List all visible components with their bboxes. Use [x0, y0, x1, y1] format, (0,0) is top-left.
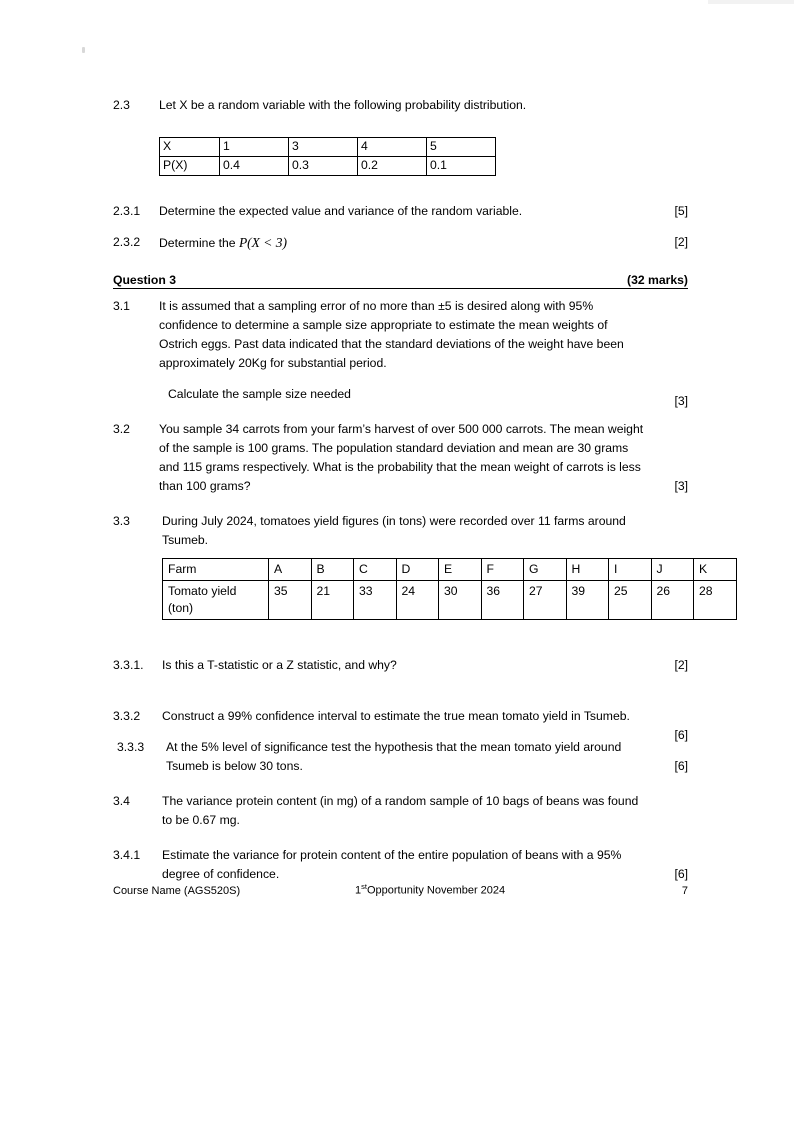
value-c: 33: [354, 581, 397, 620]
question-3-1: [113, 297, 688, 408]
cell-px-label: P(X): [160, 157, 220, 176]
probability-distribution-table: [159, 137, 688, 176]
question-text: Determine the: [159, 236, 239, 250]
value-j: 26: [651, 581, 694, 620]
question-text: The variance protein content (in mg) of a random sample of 10 bags of beans was found to be 0.67 mg.: [162, 794, 639, 827]
question-text: Estimate the variance for protein content of the entire population of beans with a 95% degree of confidence.: [162, 848, 622, 881]
question-number: 2.3.2: [113, 235, 141, 249]
value-h: 39: [566, 581, 609, 620]
table-row: [163, 559, 737, 581]
question-3-header: [113, 273, 688, 289]
footer-session-text: Opportunity November 2024: [366, 884, 506, 897]
marks-allocation: [6]: [674, 759, 688, 773]
page-content: [113, 96, 713, 886]
header-b: B: [311, 559, 354, 581]
question-number: 2.3: [113, 98, 130, 112]
question-text: Let X be a random variable with the following probability distribution.: [159, 98, 527, 112]
section-marks: (32 marks): [627, 273, 688, 287]
cell-x-4: 5: [427, 138, 496, 157]
footer-page-number: 7: [681, 884, 688, 897]
value-g: 27: [524, 581, 567, 620]
footer-ordinal-number: 1: [355, 884, 362, 897]
question-number: 2.3.1: [113, 204, 141, 218]
value-f: 36: [481, 581, 524, 620]
value-d: 24: [396, 581, 439, 620]
tomato-yield-table: [162, 558, 713, 620]
footer-course-name: Course Name (AGS520S): [113, 884, 241, 897]
cell-px-4: 0.1: [427, 157, 496, 176]
footer-ordinal-suffix: st: [361, 882, 367, 891]
question-text: You sample 34 carrots from your farm’s harvest of over 500 000 carrots. The mean weight of the sample is 100 grams. The population standard deviation and mean are 30 grams and 115 grams respectively. What is the probability that the mean weight of carrots is less than 100 grams?: [159, 422, 644, 493]
math-expression: P(X < 3): [238, 235, 288, 250]
question-3-3-2: [113, 707, 688, 742]
page-edge-artifact: [708, 0, 794, 4]
question-3-3-1: [113, 656, 688, 675]
value-a: 35: [269, 581, 312, 620]
question-number: 3.4.1: [113, 848, 141, 862]
marks-allocation: [6]: [674, 867, 688, 881]
question-3-3-3: [113, 738, 688, 776]
header-j: J: [651, 559, 694, 581]
question-subtext: Calculate the sample size needed: [168, 387, 351, 401]
cell-px-2: 0.3: [289, 157, 358, 176]
header-c: C: [354, 559, 397, 581]
header-h: H: [566, 559, 609, 581]
question-2-3: [113, 96, 688, 115]
cell-x-2: 3: [289, 138, 358, 157]
page-footer: [113, 882, 688, 897]
value-i: 25: [609, 581, 652, 620]
question-text: Determine the expected value and variance of the random variable.: [159, 204, 523, 218]
marks-allocation: [3]: [674, 479, 688, 493]
header-k: K: [694, 559, 737, 581]
question-number: 3.3.2: [113, 709, 141, 723]
question-number: 3.3.1.: [113, 658, 144, 672]
cell-x-label: X: [160, 138, 220, 157]
question-number: 3.3.3: [117, 740, 145, 754]
table-row: [163, 581, 737, 620]
row-label-line2: (ton): [168, 601, 194, 615]
header-f: F: [481, 559, 524, 581]
question-3-4: [113, 792, 688, 830]
header-g: G: [524, 559, 567, 581]
question-2-3-2: [113, 233, 688, 253]
cell-px-3: 0.2: [358, 157, 427, 176]
header-d: D: [396, 559, 439, 581]
marks-allocation: [2]: [674, 658, 688, 672]
question-number: 3.1: [113, 299, 130, 313]
footer-exam-session: [343, 882, 658, 897]
question-text: It is assumed that a sampling error of no more than ±5 is desired along with 95% confidence to determine a sample size appropriate to estimate the mean weights of Ostrich eggs. Past data indicated that the standard deviations of the weight have been approximately 20Kg for substantial period.: [159, 299, 624, 370]
header-i: I: [609, 559, 652, 581]
question-number: 3.3: [113, 514, 130, 528]
question-number: 3.2: [113, 422, 130, 436]
marks-allocation: [3]: [674, 394, 688, 408]
marks-allocation: [5]: [674, 204, 688, 218]
marks-allocation: [2]: [674, 235, 688, 249]
question-2-3-1: [113, 202, 688, 221]
header-e: E: [439, 559, 482, 581]
question-3-3: [113, 512, 688, 550]
value-b: 21: [311, 581, 354, 620]
question-text: At the 5% level of significance test the hypothesis that the mean tomato yield around Tsumeb is below 30 tons.: [166, 740, 622, 773]
marks-allocation: [6]: [674, 728, 688, 742]
table-row: [160, 138, 496, 157]
header-farm: Farm: [163, 559, 269, 581]
cell-x-1: 1: [220, 138, 289, 157]
table-row: [160, 157, 496, 176]
row-label: [163, 581, 269, 620]
question-number: 3.4: [113, 794, 130, 808]
scan-speck: [82, 47, 85, 53]
question-text: During July 2024, tomatoes yield figures (in tons) were recorded over 11 farms around Tsumeb.: [162, 514, 626, 547]
question-text: Is this a T-statistic or a Z statistic, and why?: [162, 658, 397, 672]
row-label-line1: Tomato yield: [168, 584, 237, 598]
value-k: 28: [694, 581, 737, 620]
cell-x-3: 4: [358, 138, 427, 157]
cell-px-1: 0.4: [220, 157, 289, 176]
question-3-2: [113, 420, 688, 496]
header-a: A: [269, 559, 312, 581]
value-e: 30: [439, 581, 482, 620]
question-3-4-1: [113, 846, 688, 884]
question-text: Construct a 99% confidence interval to estimate the true mean tomato yield in Tsumeb.: [162, 709, 630, 723]
section-title: Question 3: [113, 273, 176, 287]
